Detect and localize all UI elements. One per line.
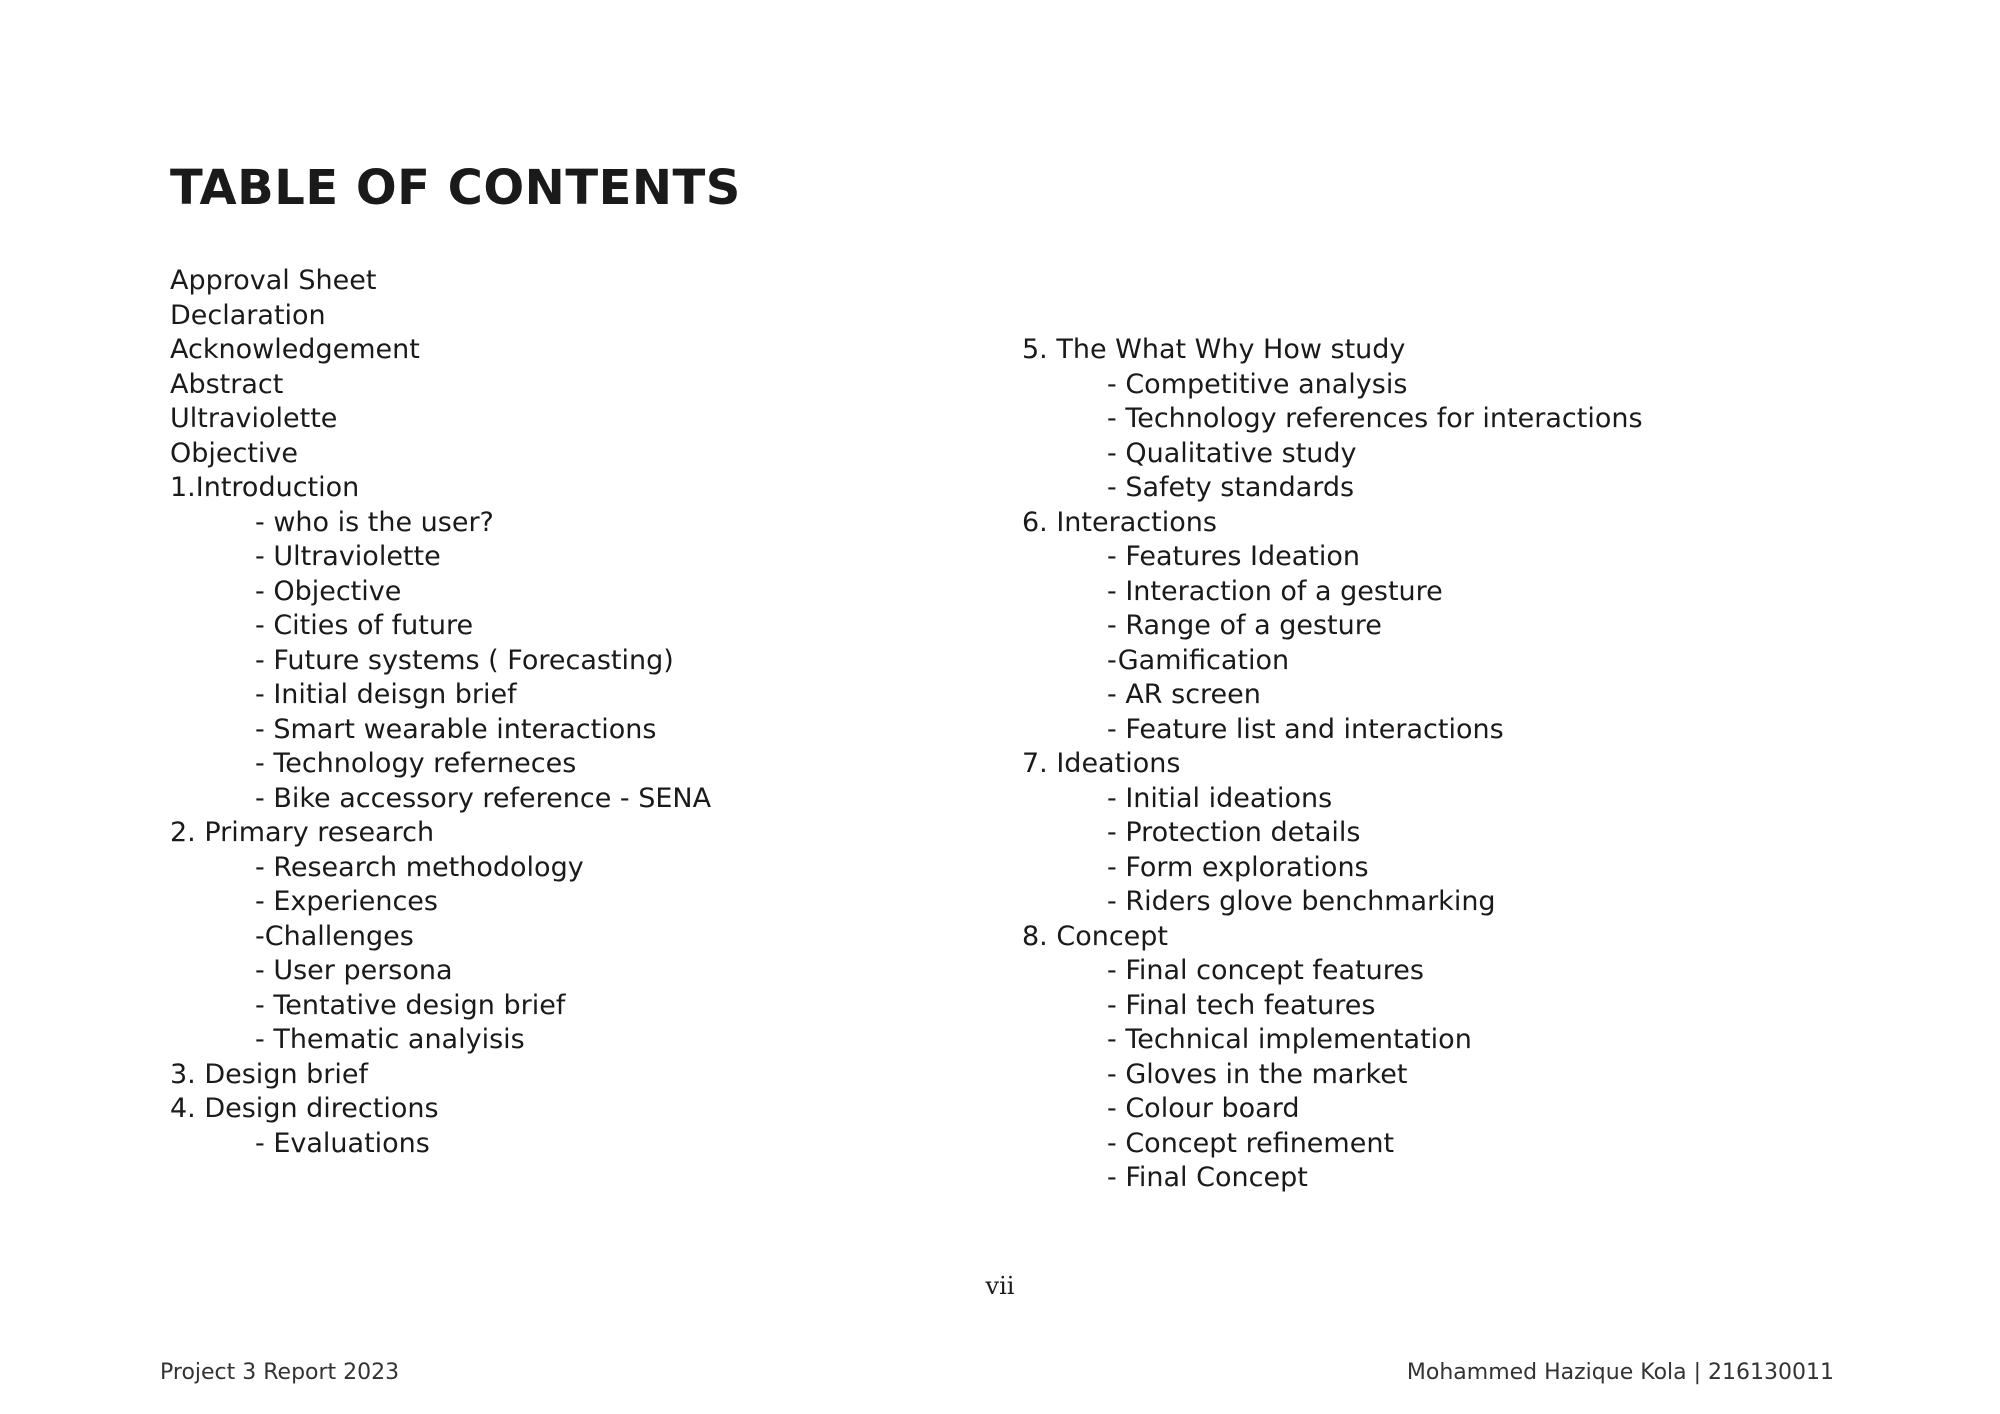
toc-section-item: Objective (170, 437, 299, 469)
page-number: vii (985, 1272, 1015, 1300)
toc-right-column (1022, 333, 1643, 1196)
toc-subsection-item: - Qualitative study (1107, 437, 1357, 469)
toc-subsection-item: - Initial ideations (1107, 782, 1333, 814)
toc-subsection-item: -Challenges (255, 920, 414, 952)
toc-subsection-item: - Research methodology (255, 851, 584, 883)
toc-subsection-item: - Ultraviolette (255, 541, 441, 572)
toc-subsection-item: - who is the user? (255, 506, 494, 538)
toc-left-column (170, 264, 711, 1161)
toc-section-item: 5. The What Why How study (1022, 334, 1406, 365)
toc-subsection-item: -Gamification (1107, 644, 1290, 676)
footer-report-title: Project 3 Report 2023 (160, 1360, 400, 1385)
toc-subsection-item: - Final tech features (1107, 989, 1376, 1021)
toc-subsection-item: - Concept refinement (1107, 1127, 1395, 1159)
toc-subsection-item: - Interaction of a gesture (1107, 575, 1443, 607)
toc-subsection-item: - Technology references for interactions (1107, 403, 1643, 434)
toc-section-item: Abstract (170, 368, 284, 400)
toc-subsection-item: - Range of a gesture (1107, 610, 1382, 641)
toc-subsection-item: - Future systems ( Forecasting) (255, 644, 674, 676)
toc-section-item: Approval Sheet (170, 265, 377, 296)
toc-subsection-item: - Smart wearable interactions (255, 713, 657, 745)
toc-section-item: 7. Ideations (1022, 748, 1181, 779)
page-title: TABLE OF CONTENTS (170, 160, 741, 216)
toc-subsection-item: - Final concept features (1107, 955, 1424, 986)
toc-subsection-item: - Safety standards (1107, 472, 1355, 503)
toc-subsection-item: - Objective (255, 575, 402, 607)
toc-subsection-item: - Final Concept (1107, 1162, 1308, 1193)
toc-subsection-item: - Competitive analysis (1107, 368, 1408, 400)
toc-subsection-item: - Technology referneces (255, 748, 577, 779)
toc-section-item: Acknowledgement (170, 334, 420, 365)
toc-subsection-item: - Cities of future (255, 610, 474, 641)
toc-subsection-item: - Gloves in the market (1107, 1058, 1408, 1090)
toc-subsection-item: - Tentative design brief (255, 989, 566, 1021)
toc-subsection-item: - Form explorations (1107, 851, 1369, 883)
toc-section-item: 8. Concept (1022, 920, 1169, 952)
toc-section-item: 3. Design brief (170, 1058, 369, 1090)
toc-subsection-item: - Initial deisgn brief (255, 679, 517, 710)
toc-section-item: 1.Introduction (170, 472, 360, 503)
toc-section-item: Declaration (170, 299, 326, 331)
toc-subsection-item: - Technical implementation (1107, 1024, 1472, 1055)
footer-author: Mohammed Hazique Kola | 216130011 (1406, 1360, 1834, 1385)
toc-section-item: Ultraviolette (170, 403, 338, 434)
toc-subsection-item: - Riders glove benchmarking (1107, 886, 1496, 917)
toc-subsection-item: - Bike accessory reference - SENA (255, 782, 712, 814)
toc-section-item: 4. Design directions (170, 1093, 439, 1124)
toc-section-item: 6. Interactions (1022, 506, 1217, 538)
toc-subsection-item: - AR screen (1107, 679, 1261, 710)
toc-subsection-item: - Colour board (1107, 1093, 1300, 1124)
toc-subsection-item: - Thematic analyisis (255, 1024, 525, 1055)
toc-section-item: 2. Primary research (170, 817, 435, 848)
toc-subsection-item: - Protection details (1107, 817, 1361, 848)
toc-subsection-item: - Feature list and interactions (1107, 713, 1504, 745)
toc-subsection-item: - Features Ideation (1107, 541, 1360, 572)
toc-subsection-item: - User persona (255, 955, 453, 986)
toc-subsection-item: - Evaluations (255, 1127, 430, 1159)
toc-subsection-item: - Experiences (255, 886, 438, 917)
